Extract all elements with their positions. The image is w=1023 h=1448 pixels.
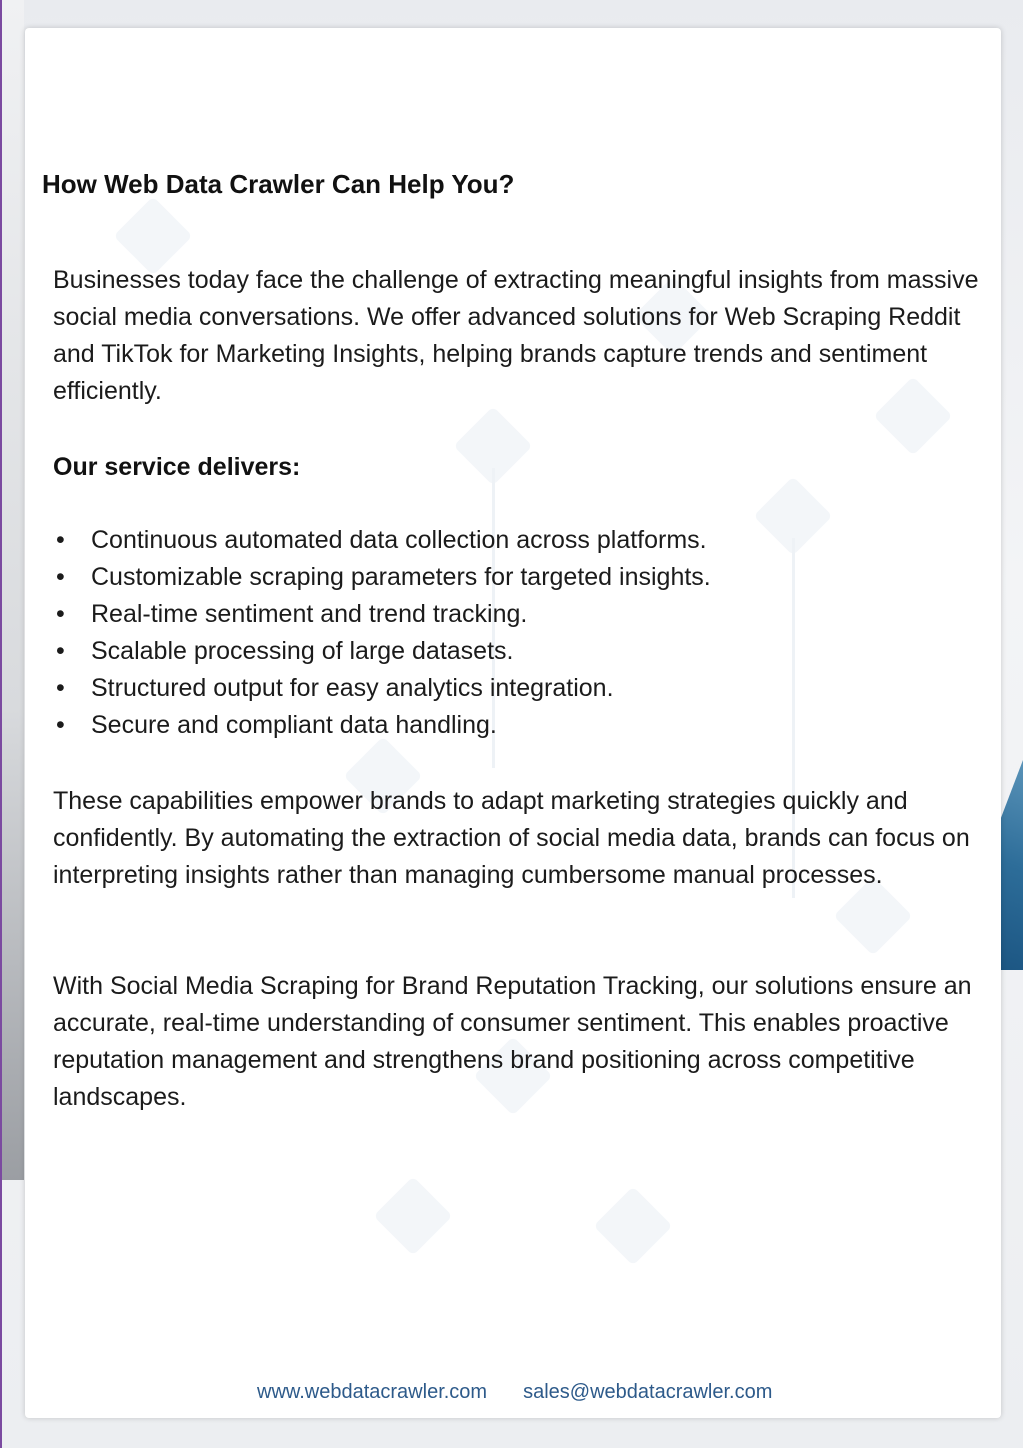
service-item-text: Customizable scraping parameters for targeted insights. xyxy=(91,563,711,591)
service-item-text: Continuous automated data collection across platforms. xyxy=(91,526,707,554)
list-item xyxy=(53,670,711,707)
bullet-icon: • xyxy=(56,563,65,591)
list-item xyxy=(53,559,711,596)
bullet-icon: • xyxy=(56,637,65,665)
email-link[interactable]: sales@webdatacrawler.com xyxy=(523,1381,773,1403)
footer-contact xyxy=(257,1381,772,1404)
services-list xyxy=(53,522,711,744)
list-item xyxy=(53,633,711,670)
services-heading: Our service delivers: xyxy=(53,453,301,481)
left-decorative-strip xyxy=(2,0,24,1180)
list-item xyxy=(53,707,711,744)
watermark-diamond xyxy=(593,1186,672,1265)
intro-paragraph: Businesses today face the challenge of extracting meaningful insights from massive social media conversations. We offer advanced solutions for Web Scraping Reddit and TikTok for Marketing Insights, helping brands capture trends and sentiment efficiently. xyxy=(53,266,979,405)
watermark-diamond xyxy=(373,1176,452,1255)
website-link[interactable]: www.webdatacrawler.com xyxy=(257,1381,488,1403)
service-item-text: Real-time sentiment and trend tracking. xyxy=(91,600,528,628)
list-item xyxy=(53,522,711,559)
document-page xyxy=(25,28,1001,1418)
page-title: How Web Data Crawler Can Help You? xyxy=(42,169,515,199)
list-item xyxy=(53,596,711,633)
bullet-icon: • xyxy=(56,526,65,554)
bullet-icon: • xyxy=(56,674,65,702)
capabilities-paragraph: These capabilities empower brands to adapt marketing strategies quickly and confidently. By automating the extraction of social media data, brands can focus on interpreting insights rather than managing cumbersome manual processes. xyxy=(53,787,970,889)
right-blue-accent xyxy=(999,760,1023,970)
service-item-text: Secure and compliant data handling. xyxy=(91,711,497,739)
reputation-paragraph: With Social Media Scraping for Brand Reputation Tracking, our solutions ensure an accurate, real-time understanding of consumer sentiment. This enables proactive reputation management and strengthens brand positioning across competitive landscapes. xyxy=(53,972,972,1111)
bullet-icon: • xyxy=(56,711,65,739)
service-item-text: Structured output for easy analytics integration. xyxy=(91,674,614,702)
bullet-icon: • xyxy=(56,600,65,628)
service-item-text: Scalable processing of large datasets. xyxy=(91,637,514,665)
